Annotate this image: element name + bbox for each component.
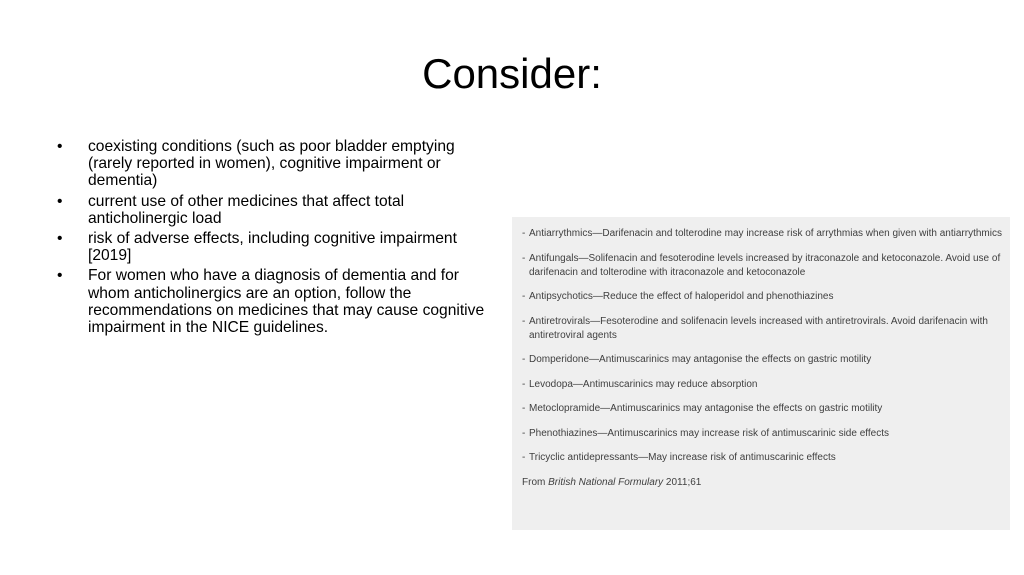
interaction-text: Levodopa—Antimuscarinics may reduce absorption [529,378,758,390]
item-dash: - [522,378,526,390]
interaction-item [522,402,1004,416]
slide-title: Consider: [422,50,602,97]
bullet-marker: • [57,267,63,285]
bullet-text: current use of other medicines that affect total anticholinergic load [88,192,405,227]
bullet-text: For women who have a diagnosis of dementia and for whom anticholinergics are an option, follow the recommendations on medicines that may cause cognitive impairment in the NICE guidelines. [88,267,485,337]
bullet-item [57,138,497,190]
item-dash: - [522,452,526,463]
interaction-item [522,290,1004,304]
interaction-item [522,315,1004,343]
item-dash: - [522,403,526,414]
interaction-text: Metoclopramide—Antimuscarinics may antagonise the effects on gastric motility [529,403,883,414]
interaction-text: Antiretrovirals—Fesoterodine and solifenacin levels increased with antiretrovirals. Avoid darifenacin with antiretroviral agents [529,315,988,341]
interaction-text: Domperidone—Antimuscarinics may antagonise the effects on gastric motility [529,354,872,365]
bullet-marker: • [57,138,63,155]
bullet-marker: • [57,192,63,210]
bullet-marker: • [57,230,63,248]
source-prefix: From [522,476,549,488]
bullet-item [57,267,497,336]
bullet-item [57,230,497,264]
item-dash: - [522,228,526,239]
item-dash: - [522,354,526,365]
item-dash: - [522,427,526,439]
interaction-item [522,378,1004,392]
interaction-text: Antifungals—Solifenacin and fesoterodine levels increased by itraconazole and ketoconazole. Avoid use of darifenacin and tolterodine with itraconazole and ketoconazole [529,252,1001,278]
interaction-item [522,427,1004,441]
interaction-item [522,451,1004,465]
bullet-text: coexisting conditions (such as poor bladder emptying (rarely reported in women), cognitive impairment or dementia) [88,138,455,190]
bullet-item [57,193,497,227]
drug-interactions-image [512,217,1010,530]
interaction-item [522,353,1004,367]
item-dash: - [522,315,526,327]
interaction-text: Antiarrythmics—Darifenacin and tolterodine may increase risk of arrythmias when given with antiarrythmics [529,228,1002,239]
interaction-item [522,252,1004,280]
interaction-text: Tricyclic antidepressants—May increase risk of antimuscarinic effects [529,452,836,463]
bullet-list [57,138,497,339]
interaction-item [522,227,1004,241]
source-citation [522,476,1004,490]
source-title: British National Formulary [548,476,664,488]
interaction-text: Antipsychotics—Reduce the effect of haloperidol and phenothiazines [529,291,834,302]
item-dash: - [522,291,526,302]
item-dash: - [522,252,526,264]
source-suffix: 2011;61 [663,476,702,488]
bullet-text: risk of adverse effects, including cognitive impairment [2019] [88,230,457,265]
interaction-text: Phenothiazines—Antimuscarinics may increase risk of antimuscarinic side effects [529,427,889,439]
